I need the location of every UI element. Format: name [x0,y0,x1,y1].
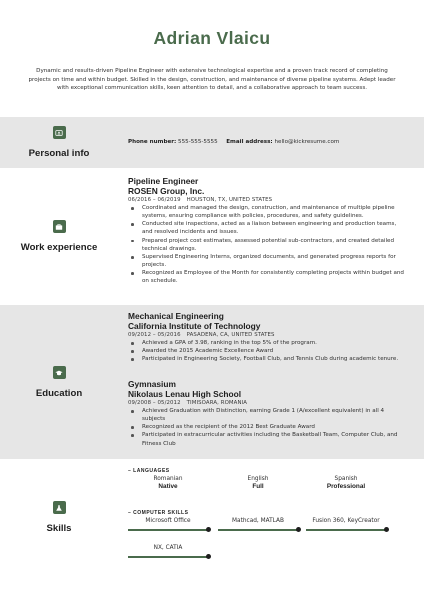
computer-skill-item [218,517,298,530]
email-label: Email address: [226,139,273,145]
degree-title: Mechanical Engineering [128,311,224,321]
personal-info-title: Personal info [28,148,90,159]
computer-skill-item [128,517,208,530]
list-item: Coordinated and managed the design, construction, and maintenance of multiple pipeline systems, ensuring compliance with policies, procedures, and safety guidelines. [128,204,404,220]
skill-level-marker [206,554,211,559]
candidate-name: Adrian Vlaicu [153,28,271,48]
skill-level-marker [384,527,389,532]
language-name: English [247,476,269,482]
degree-title: Gymnasium [128,379,176,389]
list-item: Recognized as Employee of the Month for consistently completing projects within budget and on schedule. [128,269,404,285]
languages-heading: – LANGUAGES [128,468,170,474]
skill-level-bar [218,529,298,530]
flask-icon [53,501,66,514]
skill-name: NX, CATIA [153,545,183,551]
work-experience-section [0,168,424,305]
work-experience-header [0,220,118,253]
list-item: Prepared project cost estimates, assessed potential sub-contractors, and created detailed technical drawings. [128,237,404,253]
personal-info-section [0,117,424,168]
language-level: Native [158,483,178,490]
skill-level-bar [128,529,208,530]
language-name: Romanian [153,476,183,482]
work-experience-title: Work experience [20,242,98,253]
skill-level-bar [128,556,208,557]
language-item [306,475,386,491]
list-item: Supervised Engineering Interns, organized documents, and generated progress reports for projects. [128,253,404,269]
job-entry [128,177,404,286]
education-bullets [128,407,404,448]
job-meta [128,196,404,204]
education-section [0,305,424,459]
computer-skills-heading: – COMPUTER SKILLS [128,510,189,516]
computer-skill-item [306,517,386,530]
language-item [218,475,298,491]
job-location: HOUSTON, TX, UNITED STATES [186,197,273,203]
skill-level-marker [206,527,211,532]
list-item: Achieved a GPA of 3.98, ranking in the top 5% of the program. [128,339,404,347]
skill-level-fill [218,529,298,531]
phone-value: 555-555-5555 [178,139,218,145]
list-item: Participated in extracurricular activities including the Basketball Team, Computer Club, and Fitness Club [128,431,404,447]
education-meta [128,399,404,407]
computer-skill-item [128,544,208,557]
skill-level-bar [306,529,386,530]
skill-level-marker [296,527,301,532]
education-location: PASADENA, CA, UNITED STATES [186,332,275,338]
skill-level-fill [128,529,208,531]
phone-label: Phone number: [128,139,177,145]
job-bullets [128,204,404,286]
education-dates: 09/2012 – 05/2016 [128,332,181,338]
education-entry-2 [128,380,404,448]
skill-name: Fusion 360, KeyCreator [312,518,380,524]
education-location: TIMISOARA, ROMANIA [186,400,248,406]
email-value: hello@kickresume.com [274,139,340,145]
language-level: Full [252,483,264,490]
education-entry-1 [128,312,404,363]
skill-name: Mathcad, MATLAB [232,518,284,524]
job-dates: 06/2016 – 06/2019 [128,197,181,203]
institution-name: California Institute of Technology [128,320,261,331]
job-title: Pipeline Engineer [128,176,199,186]
company-name: ROSEN Group, Inc. [128,185,205,196]
skills-title: Skills [46,523,72,534]
education-header [0,366,118,399]
list-item: Conducted site inspections, acted as a liaison between engineering and production teams, and resolved incidents and issues. [128,220,404,236]
education-meta [128,331,404,339]
briefcase-icon [53,220,66,233]
personal-info-header [0,126,118,159]
language-level: Professional [326,483,366,490]
skill-level-fill [306,529,386,531]
education-bullets [128,339,404,363]
skills-section [0,459,424,600]
list-item: Achieved Graduation with Distinction, earning Grade 1 (A/excellent equivalent) in all 4 subjects [128,407,404,423]
id-card-icon [53,126,66,139]
skill-level-fill [128,556,208,558]
skills-header [0,501,118,534]
list-item: Participated in Engineering Society, Football Club, and Tennis Club during academic tenure. [128,355,404,363]
language-name: Spanish [334,476,358,482]
language-item [128,475,208,491]
institution-name: Nikolaus Lenau High School [128,388,242,399]
list-item: Recognized as the recipient of the 2012 Best Graduate Award [128,423,404,431]
education-dates: 09/2008 – 05/2012 [128,400,181,406]
summary-text: Dynamic and results-driven Pipeline Engineer with extensive technological expertise and a proven track record of completing projects on time and within budget. Skilled in the design, construction, and maintenance of diverse pipeline systems. Adept leader with exceptional communication skills, keen attention to detail, and a collaborative approach to team success. [28,68,396,92]
contact-line [128,139,404,145]
graduation-cap-icon [53,366,66,379]
skill-name: Microsoft Office [145,518,191,524]
education-title: Education [35,388,83,399]
list-item: Awarded the 2015 Academic Excellence Award [128,347,404,355]
